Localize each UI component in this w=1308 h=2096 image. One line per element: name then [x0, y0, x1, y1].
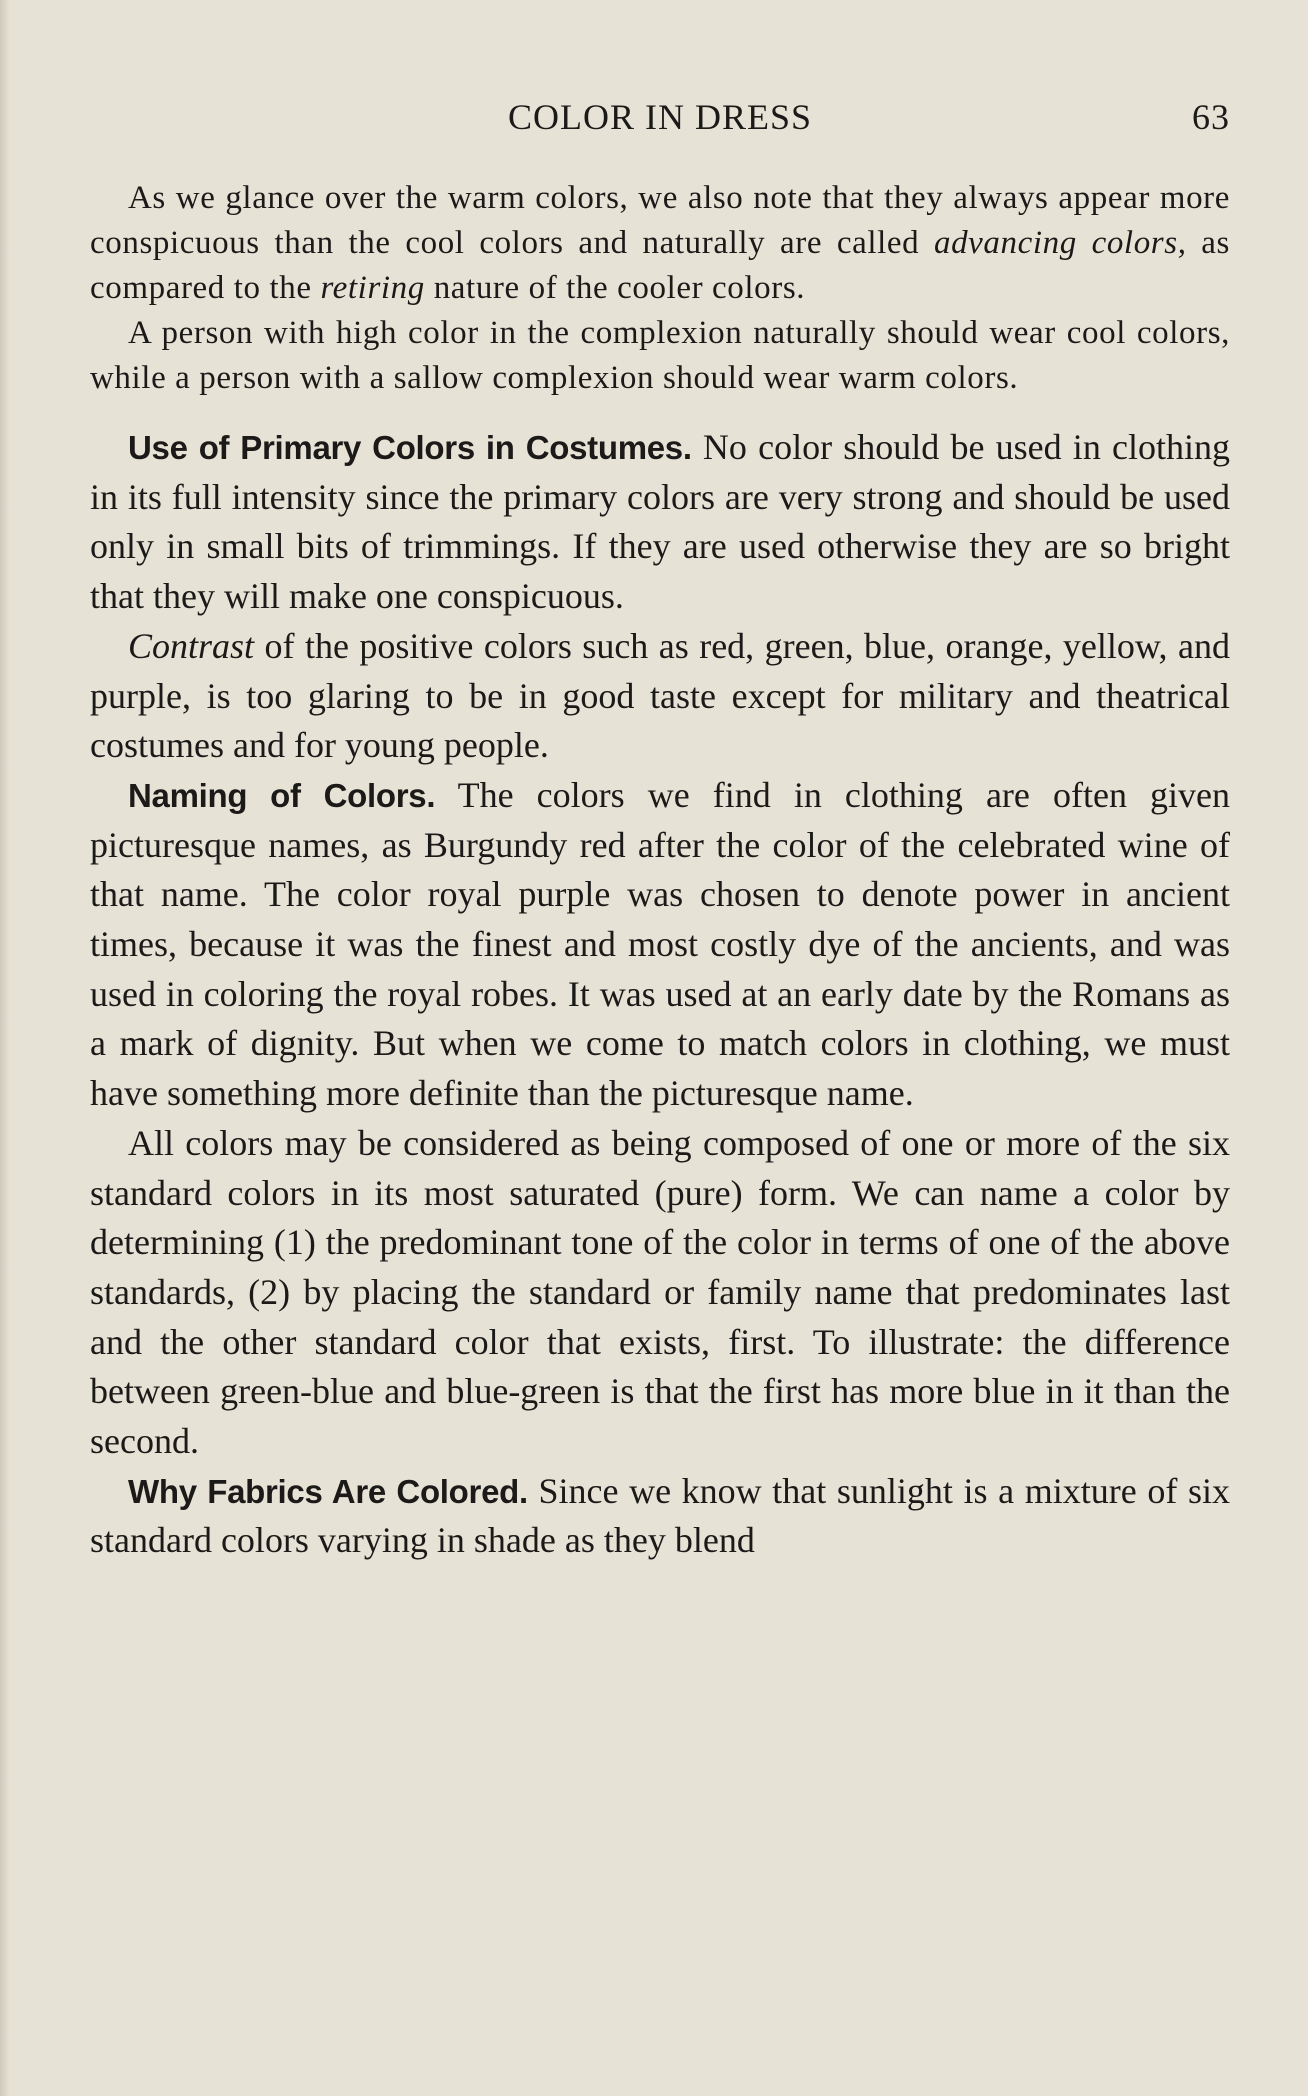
paragraph-text: A person with high color in the complexion naturally should wear cool colors, while a person with a sallow complexion should wear warm colors.	[90, 315, 1230, 396]
italic-term: Contrast	[128, 625, 255, 666]
page-number: 63	[1192, 97, 1230, 137]
paragraph-standard-colors	[90, 1119, 1230, 1467]
paragraph-text: All colors may be considered as being composed of one or more of the six standard colors in its most saturated (pure) form. We can name a color by determining (1) the predominant tone of the color in terms of one of the above standards, (2) by placing the standard or family name that predominates last and the other standard color that exists, first. To illustrate: the difference between green-blue and blue-green is that the first has more blue in it than the second.	[90, 1122, 1230, 1462]
paragraph-text: No color should be used in clothing in its full intensity since the primary colors are very strong and should be used only in small bits of trimmings. If they are used otherwise they are so bright that they will make one conspicuous.	[90, 427, 1230, 617]
paragraph-fabrics-colored	[90, 1467, 1230, 1566]
page-edge-shadow	[0, 0, 10, 2096]
paragraph-text: nature of the cooler colors.	[424, 270, 806, 306]
section-heading: Naming of Colors.	[128, 776, 436, 814]
running-title: COLOR IN DRESS	[507, 97, 813, 137]
paragraph-primary-colors	[90, 423, 1230, 622]
section-heading: Why Fabrics Are Colored.	[128, 1472, 528, 1510]
italic-term: retiring	[320, 270, 425, 306]
section-heading: Use of Primary Colors in Costumes.	[128, 429, 692, 466]
paragraph-text: Since we know that sunlight is a mixture of six standard colors varying in shade as they blend	[90, 1470, 1230, 1561]
paragraph-text: The colors we find in clothing are often given picturesque names, as Burgundy red after the color of the celebrated wine of that name. The color royal purple was chosen to denote power in ancient times, because it was the finest and most costly dye of the ancients, and was used in coloring the royal robes. It was used at an early date by the Romans as a mark of dignity. But when we come to match colors in clothing, we must have something more definite than the picturesque name.	[90, 774, 1230, 1114]
paragraph-text: of the positive colors such as red, green, blue, orange, yellow, and purple, is too glaring to be in good taste except for military and theatrical costumes and for young people.	[90, 625, 1230, 766]
body-text	[90, 176, 1230, 1566]
italic-term: advancing colors,	[933, 225, 1187, 261]
paragraph-text: as compared to the	[90, 225, 1230, 306]
paragraph-complexion	[90, 311, 1230, 401]
running-header	[90, 96, 1230, 146]
paragraph-naming-colors	[90, 771, 1230, 1119]
paragraph-contrast	[90, 622, 1230, 771]
paragraph-warm-colors	[90, 176, 1230, 311]
paragraph-text: As we glance over the warm colors, we also note that they always appear more conspicuous than the cool colors and naturally are called	[90, 180, 1230, 261]
